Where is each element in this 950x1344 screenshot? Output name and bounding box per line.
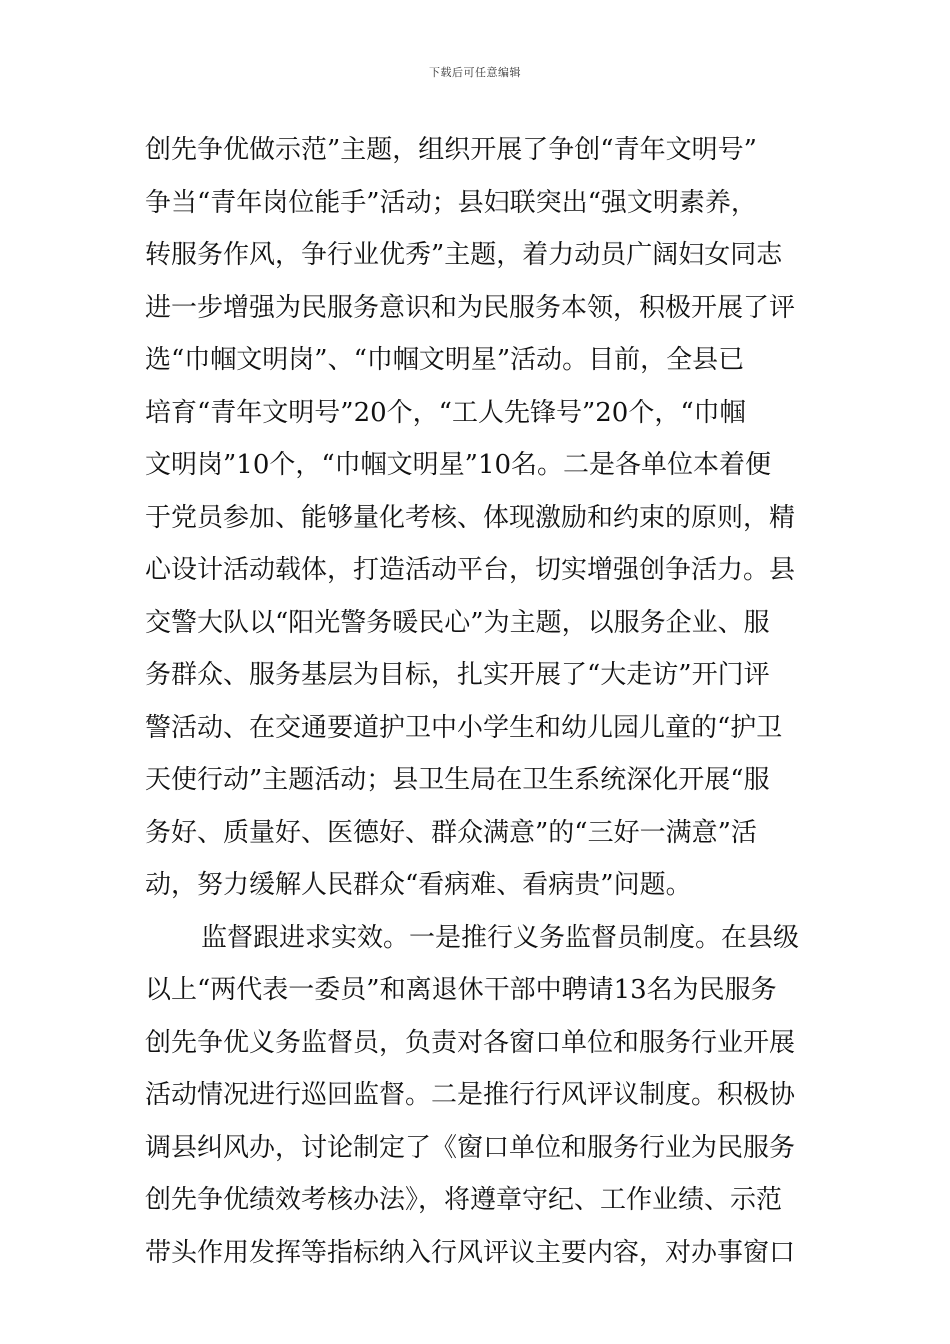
text-line: 务群众、服务基层为目标，扎实开展了“大走访”开门评 [145, 660, 770, 690]
text-line: 创先争优做示范”主题，组织开展了争创“青年文明号” [145, 135, 757, 165]
document-body [145, 124, 810, 1279]
text-line: 文明岗”10个，“巾帼文明星”10名。二是各单位本着便 [145, 450, 772, 480]
text-line: 选“巾帼文明岗”、“巾帼文明星”活动。目前，全县已 [145, 345, 745, 375]
text-line: 天使行动”主题活动；县卫生局在卫生系统深化开展“服 [145, 765, 770, 795]
text-line: 进一步增强为民服务意识和为民服务本领，积极开展了评 [145, 292, 796, 323]
text-line: 务好、质量好、医德好、群众满意”的“三好一满意”活 [145, 817, 757, 848]
text-line: 动，努力缓解人民群众“看病难、看病贵”问题。 [145, 870, 692, 900]
paragraph-2 [145, 912, 810, 1280]
text-line: 培育“青年文明号”20个，“工人先锋号”20个，“巾帼 [145, 397, 746, 428]
paragraph-1 [145, 124, 810, 912]
text-line: 争当“青年岗位能手”活动；县妇联突出“强文明素养， [145, 187, 757, 218]
text-line-first: 监督跟进求实效。一是推行义务监督员制度。在县级 [201, 922, 800, 953]
text-line: 带头作用发挥等指标纳入行风评议主要内容，对办事窗口 [145, 1237, 796, 1268]
text-line: 警活动、在交通要道护卫中小学生和幼儿园儿童的“护卫 [145, 712, 783, 743]
text-line: 于党员参加、能够量化考核、体现激励和约束的原则，精 [145, 502, 796, 533]
text-line: 创先争优绩效考核办法》，将遵章守纪、工作业绩、示范 [145, 1185, 783, 1215]
text-line: 转服务作风，争行业优秀”主题，着力动员广阔妇女同志 [145, 240, 783, 270]
text-line: 调县纠风办，讨论制定了《窗口单位和服务行业为民服务 [145, 1132, 796, 1163]
text-line: 以上“两代表一委员”和离退休干部中聘请13名为民服务 [145, 975, 777, 1005]
text-line: 创先争优义务监督员，负责对各窗口单位和服务行业开展 [145, 1027, 796, 1058]
text-line: 交警大队以“阳光警务暖民心”为主题，以服务企业、服 [145, 607, 770, 638]
text-line: 活动情况进行巡回监督。二是推行行风评议制度。积极协 [145, 1080, 796, 1110]
text-line: 心设计活动载体，打造活动平台，切实增强创争活力。县 [145, 555, 796, 585]
page-header: 下载后可任意编辑 [429, 66, 521, 79]
